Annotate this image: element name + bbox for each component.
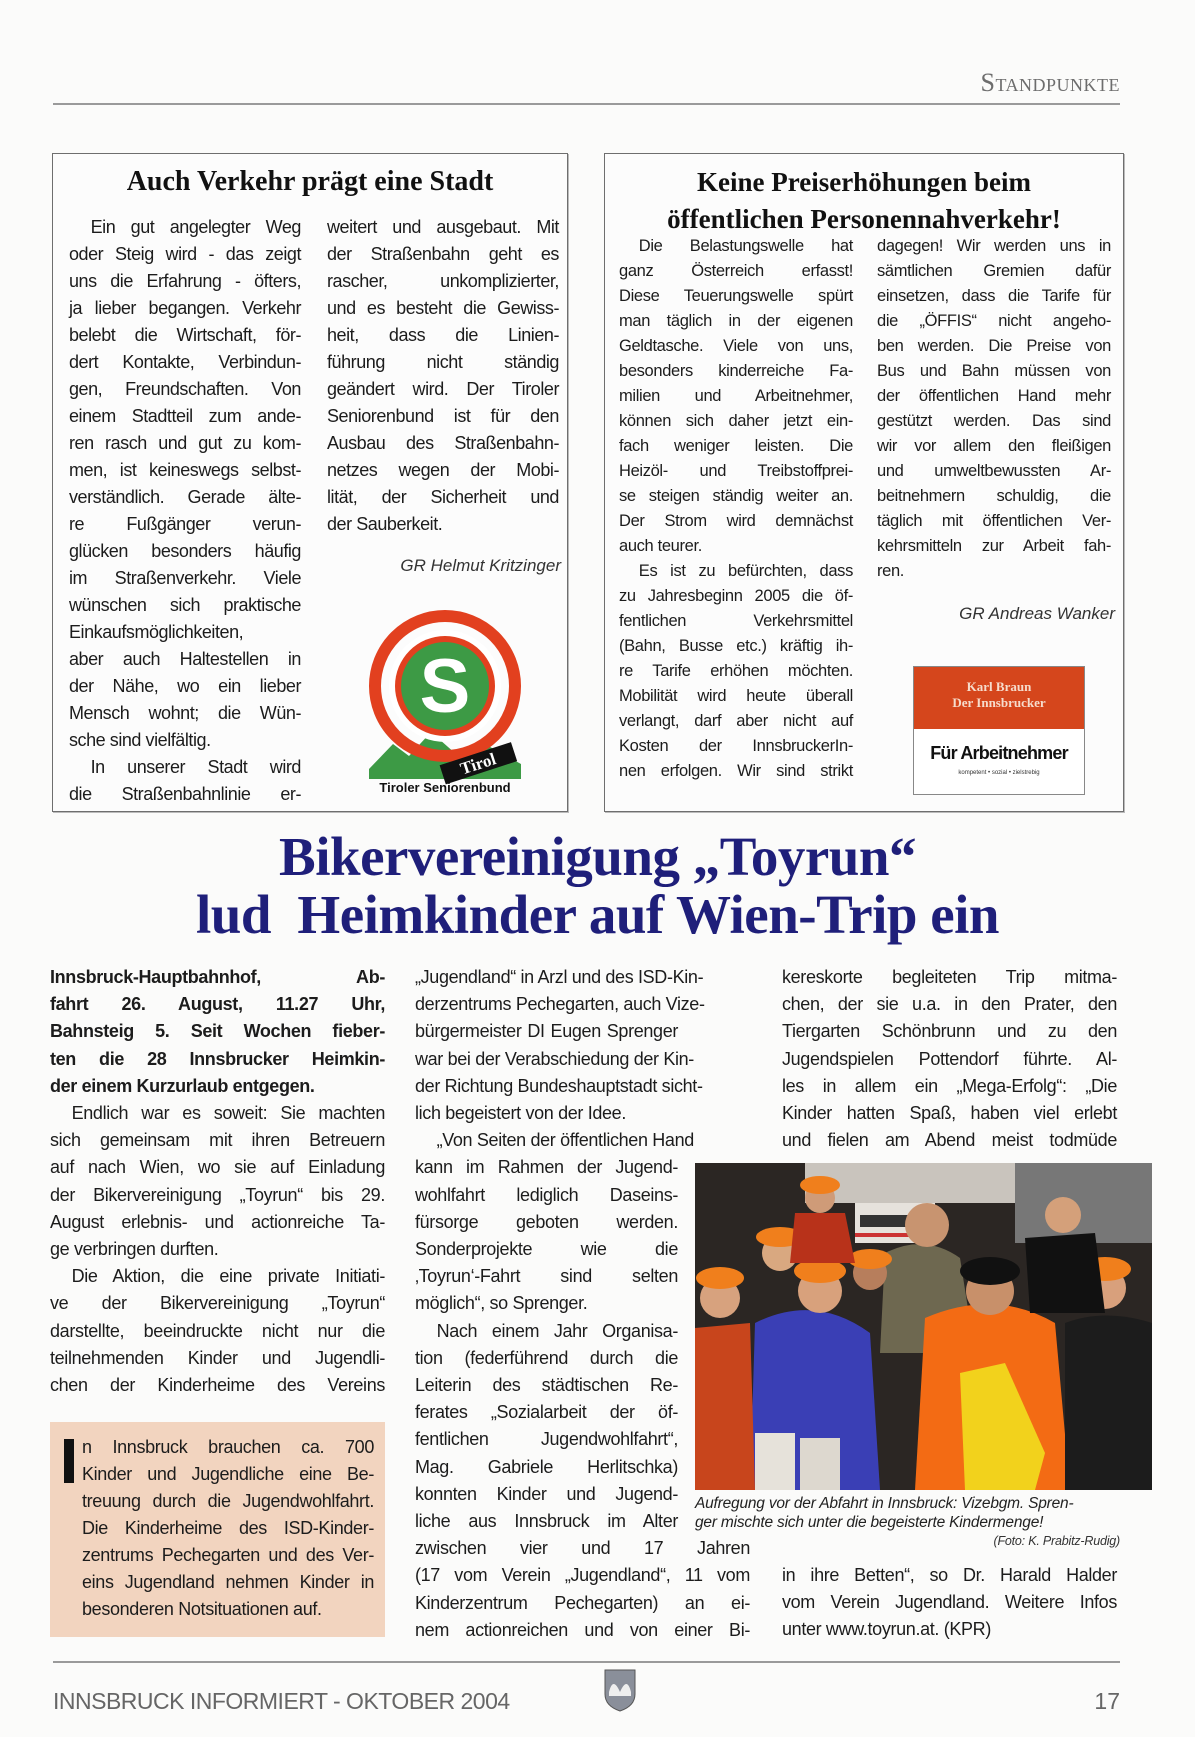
text-line: war bei der Verabschiedung der Kin- bbox=[415, 1048, 694, 1069]
text-line: Ausbau des Straßenbahn- bbox=[327, 433, 559, 453]
text-line: kann im Rahmen der Jugend- bbox=[415, 1157, 678, 1178]
text-line: Mensch wohnt; die Wün- bbox=[69, 703, 301, 723]
article-column-3-end bbox=[782, 1562, 1117, 1644]
text-line: Die Belastungswelle hat bbox=[638, 237, 853, 255]
publication-title: INNSBRUCK INFORMIERT - OKTOBER 2004 bbox=[53, 1688, 510, 1714]
svg-text:Tiroler Seniorenbund: Tiroler Seniorenbund bbox=[379, 780, 511, 794]
text-line: uns die Erfahrung - öfters, bbox=[69, 271, 301, 291]
text-line: se steigen ständig weiter an. bbox=[619, 487, 853, 505]
text-line: (17 vom Verein „Jugendland“, 11 vom bbox=[415, 1565, 750, 1586]
text-line: wir vor allem den fleißigen bbox=[877, 437, 1111, 455]
text-line: wünschen sich praktische bbox=[69, 595, 301, 615]
text-line: gestützt werden. Das sind bbox=[877, 412, 1111, 430]
text-line: und fielen am Abend meist todmüde bbox=[782, 1130, 1117, 1151]
logo-subtitle: Der Innsbrucker bbox=[952, 695, 1046, 710]
seniorenbund-logo bbox=[361, 604, 529, 794]
text-line: aber auch Haltestellen in bbox=[69, 649, 301, 669]
logo-slogan: Für Arbeitnehmer bbox=[930, 743, 1068, 763]
text-line: Seniorenbund ist für den bbox=[327, 406, 559, 426]
text-line: dagegen! Wir werden uns in bbox=[877, 237, 1111, 255]
article-photo[interactable] bbox=[695, 1163, 1152, 1490]
text-line: der Nähe, wo ein lieber bbox=[69, 676, 301, 696]
article-column-1 bbox=[50, 964, 385, 1399]
text-line: Die Kinderheime des ISD-Kinder- bbox=[82, 1518, 374, 1538]
text-line: sche sind vielfältig. bbox=[69, 730, 211, 750]
text-line: milien und Arbeitnehmer, bbox=[619, 387, 853, 405]
text-line: ge verbringen durften. bbox=[50, 1239, 219, 1260]
text-line: netzes wegen der Mobi- bbox=[327, 460, 559, 480]
text-line: les in allem ein „Mega-Erfolg“: „Die bbox=[782, 1075, 1117, 1096]
author-signature: GR Andreas Wanker bbox=[959, 604, 1115, 623]
text-line: Tiergarten Schönbrunn und zu den bbox=[782, 1021, 1117, 1042]
karl-braun-logo bbox=[913, 666, 1085, 795]
text-line: Kinder und Jugendliche eine Be- bbox=[82, 1464, 374, 1484]
caption-line: Aufregung vor der Abfahrt in Innsbruck: Vizebgm. Spren- bbox=[695, 1495, 1074, 1512]
text-line: besonderen Notsituationen auf. bbox=[82, 1599, 322, 1619]
callout-text bbox=[66, 1434, 374, 1623]
text-line: lität, der Sicherheit und bbox=[327, 487, 559, 507]
text-line: teilnehmenden Kinder und Jugendli- bbox=[50, 1347, 385, 1368]
text-line: auf nach Wien, wo sie auf Einladung bbox=[50, 1157, 385, 1178]
text-line: ren. bbox=[877, 562, 905, 580]
text-line: ten die 28 Innsbrucker Heimkin- bbox=[50, 1048, 385, 1069]
text-line: Kinder hatten Spaß, haben viel erlebt bbox=[782, 1103, 1117, 1124]
text-line: ferates „Sozialarbeit der öf- bbox=[415, 1402, 678, 1423]
text-line: Mobilität wird heute überall bbox=[619, 687, 853, 705]
logo-name: Karl Braun bbox=[966, 679, 1032, 694]
text-line: Leiterin des städtischen Re- bbox=[415, 1375, 678, 1396]
drop-cap-letter bbox=[64, 1436, 74, 1480]
text-line: Sonderprojekte wie die bbox=[415, 1239, 678, 1260]
text-line: liche aus Innsbruck im Alter bbox=[415, 1511, 678, 1532]
text-line: belebt die Wirtschaft, för- bbox=[69, 325, 301, 345]
text-line: fach weniger leisten. Die bbox=[619, 437, 853, 455]
text-line: der Straßenbahn geht es bbox=[327, 244, 559, 264]
text-line: und es besteht die Gewiss- bbox=[327, 298, 559, 318]
box-title bbox=[605, 164, 1123, 238]
text-line: (Bahn, Busse etc.) kräftig ih- bbox=[619, 637, 853, 655]
text-line: die Straßenbahnlinie er- bbox=[69, 784, 301, 804]
text-line: derzentrums Pechegarten, auch Vize- bbox=[415, 994, 705, 1015]
text-line: zentrums Pechegarten und des Ver- bbox=[82, 1545, 374, 1565]
text-line: Einkaufsmöglichkeiten, bbox=[69, 622, 244, 642]
text-line: führung nicht ständig bbox=[327, 352, 559, 372]
text-column bbox=[877, 234, 1111, 584]
box-title-line: Keine Preiserhöhungen beim bbox=[697, 167, 1031, 197]
text-line: rascher, unkomplizierter, bbox=[327, 271, 559, 291]
svg-text:Tirol: Tirol bbox=[457, 749, 499, 779]
text-line: Der Strom wird demnächst bbox=[619, 512, 853, 530]
text-line: lich begeistert von der Idee. bbox=[415, 1103, 626, 1124]
text-line: Die Aktion, die eine private Initiati- bbox=[71, 1266, 385, 1287]
text-line: tion (federführend durch die bbox=[415, 1347, 678, 1368]
text-column bbox=[69, 214, 301, 808]
text-line: möglich“, so Sprenger. bbox=[415, 1293, 588, 1314]
text-line: men, ist keineswegs selbst- bbox=[69, 460, 301, 480]
section-label: Standpunkte bbox=[980, 68, 1120, 97]
text-line: Kinderzentrum Pechegarten) an ei- bbox=[415, 1592, 750, 1613]
box-title-line: öffentlichen Personennahverkehr! bbox=[667, 204, 1061, 234]
text-line: Bus und Bahn müssen von bbox=[877, 362, 1111, 380]
text-line: In unserer Stadt wird bbox=[90, 757, 301, 777]
text-line: bürgermeister DI Eugen Sprenger bbox=[415, 1021, 678, 1042]
headline-line: lud Heimkinder auf Wien-Trip ein bbox=[195, 884, 1000, 945]
text-line: vom Verein Jugendland. Weitere Infos bbox=[782, 1592, 1117, 1613]
text-line: besonders kinderreiche Fa- bbox=[619, 362, 853, 380]
innsbruck-crest-icon bbox=[603, 1668, 637, 1712]
text-line: verständlich. Gerade älte- bbox=[69, 487, 301, 507]
text-line: ben werden. Die Preise von bbox=[877, 337, 1111, 355]
photo-children-at-station bbox=[695, 1163, 1152, 1490]
opinion-box-kritzinger bbox=[52, 153, 568, 812]
photo-caption bbox=[695, 1495, 1120, 1551]
text-line: der Sauberkeit. bbox=[327, 514, 443, 534]
text-line: können sich daher jetzt ein- bbox=[619, 412, 853, 430]
text-line: wohlfahrt lediglich Daseins- bbox=[415, 1184, 678, 1205]
text-line: treuung durch die Jugendwohlfahrt. bbox=[82, 1491, 374, 1511]
text-line: fentlichen Verkehrsmittel bbox=[619, 612, 853, 630]
caption-line: ger mischte sich unter die begeisterte Kindermenge! bbox=[695, 1513, 1044, 1531]
text-line: oder Steig wird - das zeigt bbox=[69, 244, 301, 264]
text-line: dert Kontakte, Verbindun- bbox=[69, 352, 301, 372]
text-line: Nach einem Jahr Organisa- bbox=[436, 1320, 678, 1341]
text-line: fürsorge geboten werden. bbox=[415, 1211, 678, 1232]
text-line: im Straßenverkehr. Viele bbox=[69, 568, 301, 588]
text-line: Geldtasche. Viele von uns, bbox=[619, 337, 853, 355]
text-line: Bahnsteig 5. Seit Wochen fieber- bbox=[50, 1021, 385, 1042]
text-line: ve der Bikervereinigung „Toyrun“ bbox=[50, 1293, 385, 1314]
text-line: ganz Österreich erfasst! bbox=[619, 262, 853, 280]
text-line: der Bikervereinigung „Toyrun“ bis 29. bbox=[50, 1184, 385, 1205]
text-line: konnten Kinder und Jugend- bbox=[415, 1483, 678, 1504]
text-line: einsetzen, dass die Tarife für bbox=[877, 287, 1111, 305]
text-line: chen der Kinderheime des Vereins bbox=[50, 1375, 385, 1396]
text-line: n Innsbruck brauchen ca. 700 bbox=[82, 1437, 374, 1457]
text-line: Endlich war es soweit: Sie machten bbox=[71, 1103, 385, 1124]
text-column bbox=[327, 214, 559, 538]
photo-credit: (Foto: K. Prabitz-Rudig) bbox=[993, 1534, 1120, 1548]
text-line: glücken besonders häufig bbox=[69, 541, 301, 561]
text-line: unter www.toyrun.at. (KPR) bbox=[782, 1619, 991, 1640]
text-line: fentlichen Jugendwohlfahrt“, bbox=[415, 1429, 678, 1450]
text-line: ren rasch und gut zu kom- bbox=[69, 433, 301, 453]
text-line: eins Jugendland nehmen Kinder in bbox=[82, 1572, 374, 1592]
article-column-3 bbox=[782, 964, 1117, 1154]
text-line: einem Stadtteil zum ande- bbox=[69, 406, 301, 426]
logo-tagline: kompetent • sozial • zielstrebig bbox=[958, 770, 1040, 776]
svg-text:S: S bbox=[419, 644, 471, 729]
text-line: ‚Toyrun‘-Fahrt sind selten bbox=[415, 1266, 678, 1287]
text-line: heit, dass die Linien- bbox=[327, 325, 559, 345]
headline-line: Bikervereinigung „Toyrun“ bbox=[279, 826, 916, 887]
article-headline bbox=[0, 828, 1195, 944]
text-line: August erlebnis- und actionreiche Ta- bbox=[50, 1211, 385, 1232]
text-line: Kosten der InnsbruckerIn- bbox=[619, 737, 853, 755]
text-line: ja lieber begangen. Verkehr bbox=[69, 298, 301, 318]
text-line: der einem Kurzurlaub entgegen. bbox=[50, 1075, 315, 1096]
text-line: Jugendspielen Pottendorf führte. Al- bbox=[782, 1048, 1117, 1069]
text-line: re Fußgänger verun- bbox=[69, 514, 301, 534]
text-line: auch teurer. bbox=[619, 537, 702, 555]
text-line: zwischen vier und 17 Jahren bbox=[415, 1538, 750, 1559]
text-line: der Richtung Bundeshauptstadt sicht- bbox=[415, 1075, 703, 1096]
text-column bbox=[619, 234, 853, 784]
text-line: nen erfolgen. Wir sind strikt bbox=[619, 762, 853, 780]
text-line: sich gemeinsam mit ihren Betreuern bbox=[50, 1130, 385, 1151]
text-line: sämtlichen Gremien dafür bbox=[877, 262, 1111, 280]
header-rule bbox=[53, 103, 1120, 105]
opinion-box-wanker bbox=[604, 153, 1124, 812]
text-line: die „ÖFFIS“ nicht angeho- bbox=[877, 312, 1111, 330]
text-line: zu Jahresbeginn 2005 die öf- bbox=[619, 587, 853, 605]
text-line: täglich mit öffentlichen Ver- bbox=[877, 512, 1111, 530]
info-callout-box bbox=[50, 1422, 385, 1637]
text-line: man täglich in der eigenen bbox=[619, 312, 853, 330]
text-line: Es ist zu befürchten, dass bbox=[638, 562, 853, 580]
text-line: kereskorte begleiteten Trip mitma- bbox=[782, 967, 1117, 987]
text-line: und umweltbewussten Ar- bbox=[877, 462, 1111, 480]
text-line: der öffentlichen Hand mehr bbox=[877, 387, 1111, 405]
text-line: „Von Seiten der öffentlichen Hand bbox=[436, 1130, 694, 1151]
text-line: in ihre Betten“, so Dr. Harald Halder bbox=[782, 1565, 1117, 1585]
text-line: kehrsmitteln zur Arbeit fah- bbox=[877, 537, 1111, 555]
callout-lines bbox=[66, 1434, 374, 1623]
text-line: gen, Freundschaften. Von bbox=[69, 379, 301, 399]
text-line: fahrt 26. August, 11.27 Uhr, bbox=[50, 994, 385, 1015]
page-number: 17 bbox=[1094, 1688, 1120, 1714]
text-line: weitert und ausgebaut. Mit bbox=[327, 217, 559, 237]
text-line: Mag. Gabriele Herlitschka) bbox=[415, 1456, 678, 1477]
text-line: nem actionreichen und von einer Bi- bbox=[415, 1619, 750, 1640]
text-line: „Jugendland“ in Arzl und des ISD-Kin- bbox=[415, 967, 704, 987]
box-title: Auch Verkehr prägt eine Stadt bbox=[126, 166, 494, 197]
text-line: verlangt, darf aber nicht auf bbox=[619, 712, 853, 730]
text-line: geändert wird. Der Tiroler bbox=[327, 379, 559, 399]
text-line: re Tarife erhöhen möchten. bbox=[619, 662, 853, 680]
footer-rule bbox=[53, 1661, 1120, 1663]
text-line: Heizöl- und Treibstoffprei- bbox=[619, 462, 853, 480]
text-line: Diese Teuerungswelle spürt bbox=[619, 287, 853, 305]
text-line: chen, der sie u.a. in den Prater, den bbox=[782, 994, 1117, 1015]
text-line: Innsbruck-Hauptbahnhof, Ab- bbox=[50, 967, 385, 987]
text-line: Ein gut angelegter Weg bbox=[90, 217, 301, 237]
author-signature: GR Helmut Kritzinger bbox=[400, 556, 561, 575]
text-line: beitnehmern schuldig, die bbox=[877, 487, 1111, 505]
text-line: darstellte, beeindruckte nicht nur die bbox=[50, 1320, 385, 1341]
